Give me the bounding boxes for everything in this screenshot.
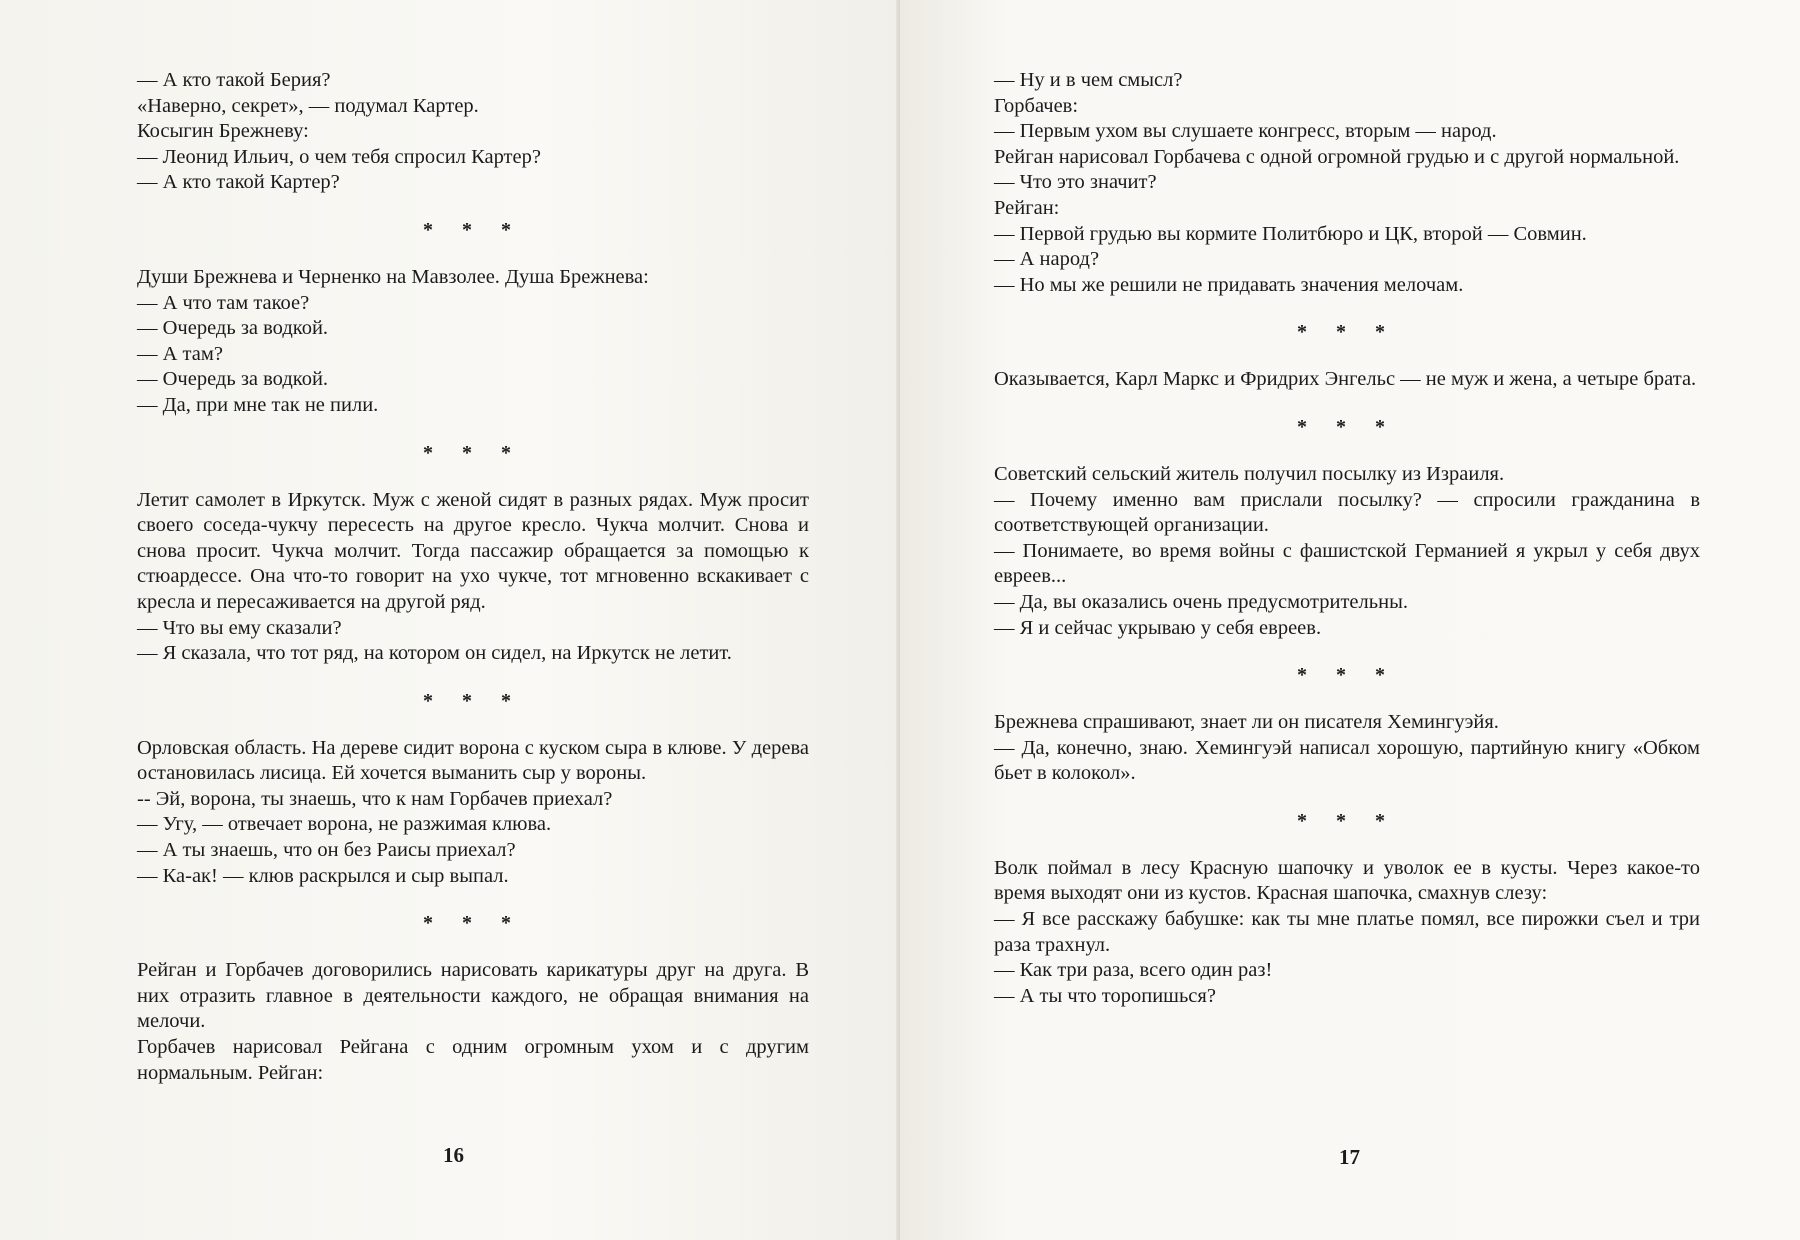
text-line: — Да, при мне так не пили. bbox=[137, 393, 379, 416]
text-line: — Как три раза, всего один раз! bbox=[994, 959, 1273, 982]
left-page-text bbox=[137, 68, 809, 1086]
text-line: — Что вы ему сказали? bbox=[137, 616, 342, 639]
text-line: — Но мы же решили не придавать значения мелочам. bbox=[994, 273, 1464, 296]
text-line: Волк поймал в лесу Красную шапочку и уволок ее в кусты. Через какое-то время выходят они из кустов. Красная шапочка, смахнув слезу: bbox=[994, 856, 1700, 905]
text-line: — А что там такое? bbox=[137, 291, 310, 314]
text-line: «Наверно, секрет», — подумал Картер. bbox=[137, 94, 479, 117]
text-line: — Я все расскажу бабушке: как ты мне платье помял, все пирожки съел и три раза трахнул. bbox=[994, 908, 1700, 956]
text-line: Орловская область. На дереве сидит ворона с куском сыра в клюве. У дерева остановилась лисица. Ей хочется выманить сыр у вороны. bbox=[137, 736, 809, 785]
section-separator: * * * bbox=[1297, 809, 1397, 832]
text-line: — А там? bbox=[137, 342, 223, 365]
text-line: Рейган: bbox=[994, 196, 1060, 219]
text-line: Рейган и Горбачев договорились нарисовать карикатуры друг на друга. В них отразить главное в деятельности каждого, не обращая внимания на мелочи. bbox=[137, 959, 809, 1033]
text-line: — Ка-ак! — клюв раскрылся и сыр выпал. bbox=[137, 864, 509, 887]
text-line: -- Эй, ворона, ты знаешь, что к нам Горбачев приехал? bbox=[137, 787, 613, 810]
page-number: 17 bbox=[1339, 1145, 1360, 1169]
text-line: Летит самолет в Иркутск. Муж с женой сидят в разных рядах. Муж просит своего соседа-чукчу пересесть на другое кресло. Чукча молчит. Снова и снова просит. Чукча молчит. Тогда пассажир обращается за помощью к стюардессе. Она что-то говорит на ухо чукче, тот мгновенно вскакивает с кресла и пересаживается на другой ряд. bbox=[137, 488, 809, 613]
section-separator: * * * bbox=[423, 441, 523, 464]
text-line: — А ты знаешь, что он без Раисы приехал? bbox=[137, 839, 516, 862]
page-number: 16 bbox=[443, 1143, 464, 1167]
text-line: — Я сказала, что тот ряд, на котором он сидел, на Иркутск не летит. bbox=[137, 642, 732, 665]
text-line: Брежнева спрашивают, знает ли он писателя Хемингуэйя. bbox=[994, 711, 1499, 734]
text-line: — Понимаете, во время войны с фашистской Германией я укрыл у себя двух евреев... bbox=[994, 539, 1700, 588]
section-separator: * * * bbox=[423, 218, 523, 241]
text-line: — Очередь за водкой. bbox=[137, 317, 329, 340]
text-line: — Первым ухом вы слушаете конгресс, вторым — народ. bbox=[994, 120, 1497, 143]
right-page-text bbox=[994, 68, 1700, 1009]
section-separator: * * * bbox=[1297, 321, 1397, 344]
text-line: — Почему именно вам прислали посылку? — спросили гражданина в соответствующей организации. bbox=[994, 488, 1700, 537]
text-line: — Леонид Ильич, о чем тебя спросил Картер? bbox=[137, 145, 541, 168]
text-line: Косыгин Брежневу: bbox=[137, 120, 309, 143]
section-separator: * * * bbox=[423, 689, 523, 712]
text-line: Души Брежнева и Черненко на Мавзолее. Душа Брежнева: bbox=[137, 265, 649, 288]
text-line: — Да, конечно, знаю. Хемингуэй написал хорошую, партийную книгу «Обком бьет в колокол». bbox=[994, 736, 1700, 785]
right-page bbox=[900, 0, 1800, 1240]
text-line: — Я и сейчас укрываю у себя евреев. bbox=[994, 616, 1322, 639]
text-line: Горбачев: bbox=[994, 94, 1079, 117]
section-separator: * * * bbox=[1297, 664, 1397, 687]
text-line: — А кто такой Картер? bbox=[137, 171, 340, 194]
text-line: — А кто такой Берия? bbox=[137, 69, 331, 91]
text-line: Горбачев нарисовал Рейгана с одним огромным ухом и с другим нормальным. Рейган: bbox=[137, 1036, 809, 1084]
text-line: — Очередь за водкой. bbox=[137, 368, 329, 391]
text-line: — Первой грудью вы кормите Политбюро и ЦК, второй — Совмин. bbox=[994, 222, 1587, 245]
section-separator: * * * bbox=[1297, 415, 1397, 438]
text-line: — Ну и в чем смысл? bbox=[994, 69, 1183, 91]
text-line: Оказывается, Карл Маркс и Фридрих Энгельс — не муж и жена, а четыре брата. bbox=[994, 368, 1697, 391]
text-line: Рейган нарисовал Горбачева с одной огромной грудью и с другой нормальной. bbox=[994, 145, 1680, 168]
text-line: — А ты что торопишься? bbox=[994, 984, 1216, 1007]
text-line: — А народ? bbox=[994, 248, 1100, 271]
text-line: — Что это значит? bbox=[994, 171, 1157, 194]
text-line: Советский сельский житель получил посылку из Израиля. bbox=[994, 462, 1505, 485]
section-separator: * * * bbox=[423, 912, 523, 935]
text-line: — Угу, — отвечает ворона, не разжимая клюва. bbox=[137, 813, 552, 836]
text-line: — Да, вы оказались очень предусмотрительны. bbox=[994, 590, 1408, 613]
